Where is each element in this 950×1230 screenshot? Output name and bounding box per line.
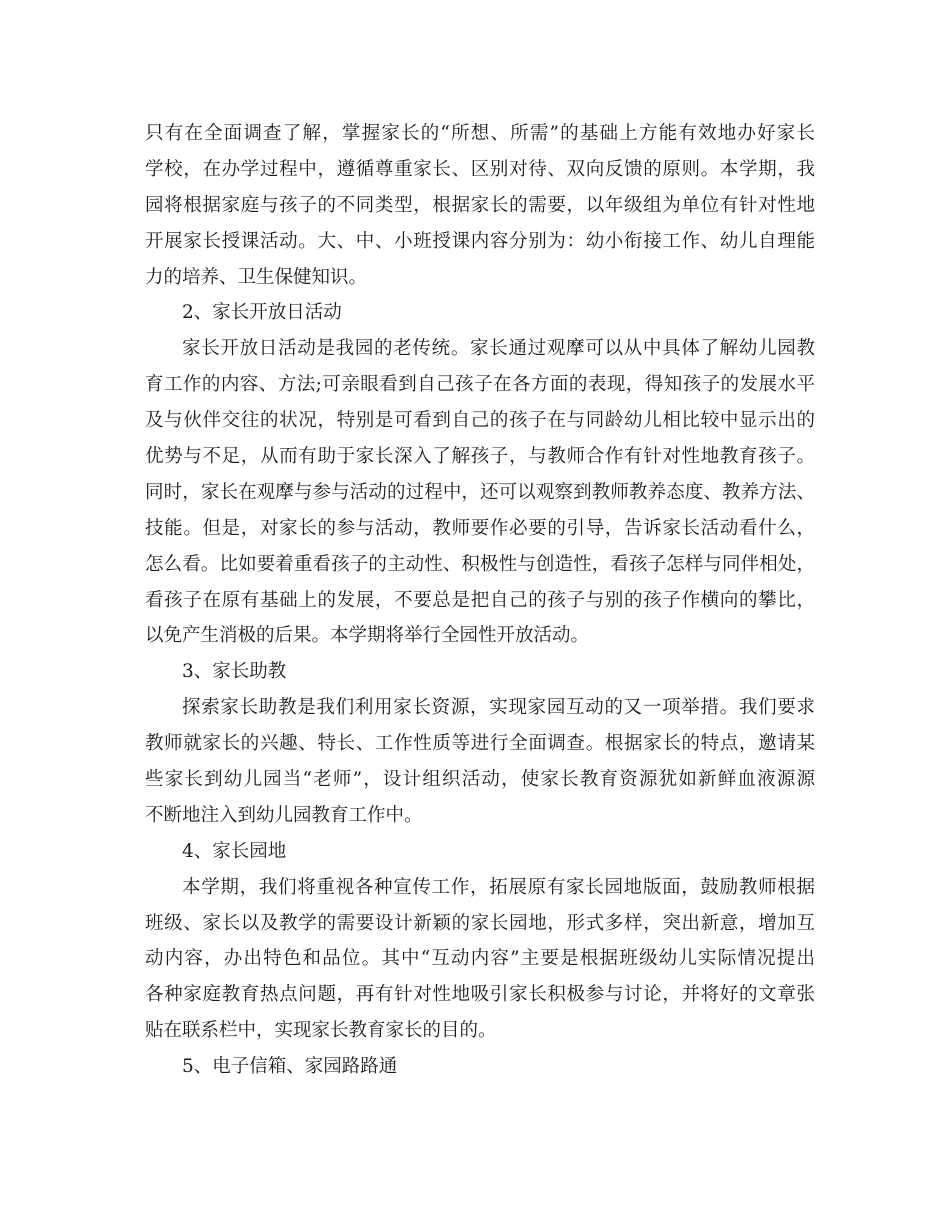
paragraph-line: 班级、家长以及教学的需要设计新颖的家长园地，形式多样，突出新意，增加互 [145,912,815,934]
paragraph-line: 教师就家长的兴趣、特长、工作性质等进行全面调查。根据家长的特点，邀请某 [145,733,815,755]
paragraph-line: 同时，家长在观摩与参与活动的过程中，还可以观察到教师教养态度、教养方法、 [145,481,815,503]
paragraph-line: 优势与不足，从而有助于家长深入了解孩子，与教师合作有针对性地教育孩子。 [145,446,815,468]
paragraph-line: 看孩子在原有基础上的发展，不要总是把自己的孩子与别的孩子作横向的攀比， [145,589,815,611]
paragraph-line: 怎么看。比如要着重看孩子的主动性、积极性与创造性，看孩子怎样与同伴相处， [145,553,815,575]
paragraph-line: 学校，在办学过程中，遵循尊重家长、区别对待、双向反馈的原则。本学期，我 [145,158,815,180]
document-body [145,116,815,1085]
paragraph-line: 家长开放日活动是我园的老传统。家长通过观摩可以从中具体了解幼儿园教 [182,338,815,360]
paragraph-line: 只有在全面调查了解，掌握家长的“所想、所需”的基础上方能有效地办好家长 [145,123,815,144]
paragraph-line: 贴在联系栏中，实现家长教育家长的目的。 [145,1020,497,1042]
paragraph-line: 开展家长授课活动。大、中、小班授课内容分别为：幼小衔接工作、幼儿自理能 [145,230,815,252]
paragraph-line: 不断地注入到幼儿园教育工作中。 [145,804,423,826]
paragraph-line: 及与伙伴交往的状况，特别是可看到自己的孩子在与同龄幼儿相比较中显示出的 [145,410,815,432]
paragraph-line: 育工作的内容、方法;可亲眼看到自己孩子在各方面的表现，得知孩子的发展水平 [145,374,815,396]
paragraph-line: 动内容，办出特色和品位。其中“互动内容”主要是根据班级幼儿实际情况提出 [145,948,815,970]
section-heading: 3、家长助教 [182,661,287,683]
paragraph-line: 本学期，我们将重视各种宣传工作，拓展原有家长园地版面，鼓励教师根据 [182,876,815,898]
section-heading: 4、家长园地 [182,840,287,862]
section-heading: 5、电子信箱、家园路路通 [182,1056,398,1078]
paragraph-line: 园将根据家庭与孩子的不同类型，根据家长的需要，以年级组为单位有针对性地 [145,194,815,216]
section-heading: 2、家长开放日活动 [182,302,342,324]
paragraph-line: 探索家长助教是我们利用家长资源，实现家园互动的又一项举措。我们要求 [182,697,815,719]
paragraph-line: 力的培养、卫生保健知识。 [145,266,368,288]
paragraph-line: 各种家庭教育热点问题，再有针对性地吸引家长积极参与讨论，并将好的文章张 [145,984,815,1006]
paragraph-line: 以免产生消极的后果。本学期将举行全园性开放活动。 [145,625,590,647]
paragraph-line: 些家长到幼儿园当“老师”，设计组织活动，使家长教育资源犹如新鲜血液源源 [145,769,815,791]
paragraph-line: 技能。但是，对家长的参与活动，教师要作必要的引导，告诉家长活动看什么， [145,517,815,539]
